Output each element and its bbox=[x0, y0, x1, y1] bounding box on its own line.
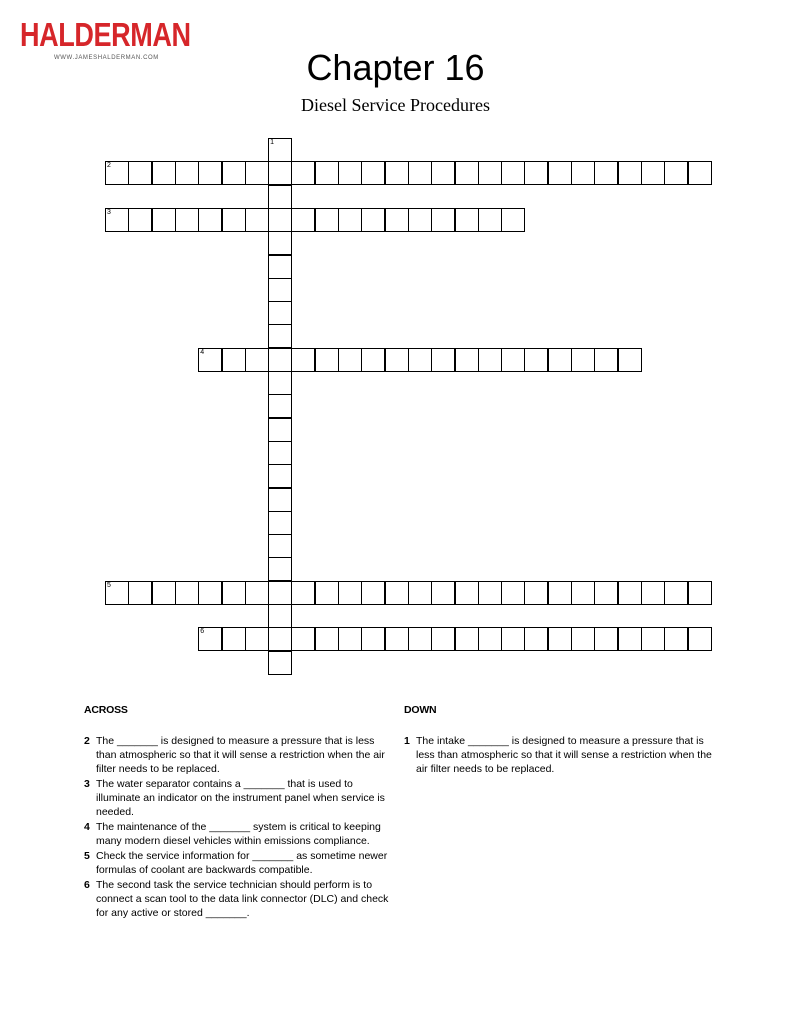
crossword-cell[interactable] bbox=[548, 627, 572, 651]
crossword-cell[interactable] bbox=[501, 161, 525, 185]
crossword-cell[interactable] bbox=[315, 208, 339, 232]
crossword-cell[interactable] bbox=[361, 161, 385, 185]
crossword-cell[interactable] bbox=[268, 348, 292, 372]
crossword-cell[interactable] bbox=[128, 208, 152, 232]
crossword-cell[interactable] bbox=[222, 161, 246, 185]
crossword-cell[interactable] bbox=[501, 627, 525, 651]
crossword-cell[interactable] bbox=[105, 161, 129, 185]
crossword-cell[interactable] bbox=[571, 581, 595, 605]
crossword-cell[interactable] bbox=[291, 208, 315, 232]
crossword-cell[interactable] bbox=[268, 441, 292, 465]
crossword-cell[interactable] bbox=[245, 208, 269, 232]
crossword-cell[interactable] bbox=[338, 348, 362, 372]
cell-number: 6 bbox=[200, 628, 205, 636]
crossword-cell[interactable] bbox=[268, 511, 292, 535]
crossword-cell[interactable] bbox=[455, 348, 479, 372]
crossword-cell[interactable] bbox=[152, 208, 176, 232]
cell-number: 4 bbox=[200, 348, 205, 356]
crossword-cell[interactable] bbox=[268, 557, 292, 581]
crossword-cell[interactable] bbox=[268, 627, 292, 651]
crossword-cell[interactable] bbox=[268, 418, 292, 442]
crossword-cell[interactable] bbox=[198, 348, 222, 372]
crossword-cell[interactable] bbox=[455, 161, 479, 185]
crossword-cell[interactable] bbox=[571, 627, 595, 651]
crossword-cell[interactable] bbox=[385, 348, 409, 372]
clue-number: 2 bbox=[84, 735, 90, 747]
crossword-cell[interactable] bbox=[455, 581, 479, 605]
logo-wordmark: HALDERMAN bbox=[20, 16, 191, 53]
crossword-cell[interactable] bbox=[222, 208, 246, 232]
crossword-cell[interactable] bbox=[268, 488, 292, 512]
crossword-cell[interactable] bbox=[571, 161, 595, 185]
crossword-cell[interactable] bbox=[594, 161, 618, 185]
crossword-cell[interactable] bbox=[268, 581, 292, 605]
crossword-cell[interactable] bbox=[361, 208, 385, 232]
crossword-cell[interactable] bbox=[664, 161, 688, 185]
crossword-cell[interactable] bbox=[478, 161, 502, 185]
crossword-cell[interactable] bbox=[548, 581, 572, 605]
crossword-cell[interactable] bbox=[618, 161, 642, 185]
clue-text: The intake _______ is designed to measure a pressure that is less than atmospheric so that it will sense a restriction when the air filter needs to be replaced. bbox=[416, 735, 712, 775]
crossword-cell[interactable] bbox=[152, 161, 176, 185]
clue-item bbox=[84, 734, 394, 776]
crossword-cell[interactable] bbox=[105, 208, 129, 232]
cell-number: 1 bbox=[270, 139, 274, 146]
crossword-cell[interactable] bbox=[385, 581, 409, 605]
crossword-cell[interactable] bbox=[268, 604, 292, 628]
crossword-cell[interactable] bbox=[478, 581, 502, 605]
clue-item bbox=[404, 734, 714, 776]
crossword-cell[interactable] bbox=[408, 348, 432, 372]
crossword-cell[interactable] bbox=[385, 161, 409, 185]
crossword-cell[interactable] bbox=[641, 581, 665, 605]
clue-number: 6 bbox=[84, 879, 90, 891]
across-clues bbox=[84, 703, 394, 921]
crossword-cell[interactable] bbox=[268, 324, 292, 348]
crossword-cell[interactable] bbox=[408, 627, 432, 651]
crossword-cell[interactable] bbox=[501, 348, 525, 372]
crossword-cell[interactable] bbox=[268, 534, 292, 558]
page-title: Chapter 16 bbox=[306, 47, 485, 88]
crossword-cell[interactable] bbox=[268, 255, 292, 279]
crossword-cell[interactable] bbox=[338, 208, 362, 232]
crossword-cell[interactable] bbox=[268, 231, 292, 255]
crossword-cell[interactable] bbox=[245, 627, 269, 651]
crossword-cell[interactable] bbox=[641, 161, 665, 185]
crossword-cell[interactable] bbox=[524, 161, 548, 185]
crossword-cell[interactable] bbox=[524, 348, 548, 372]
crossword-cell[interactable] bbox=[315, 627, 339, 651]
down-heading: DOWN bbox=[404, 704, 437, 716]
crossword-cell[interactable] bbox=[268, 394, 292, 418]
crossword-cell[interactable] bbox=[431, 348, 455, 372]
clue-number: 3 bbox=[84, 778, 90, 790]
crossword-cell[interactable] bbox=[245, 581, 269, 605]
crossword-cell[interactable] bbox=[478, 627, 502, 651]
crossword-cell[interactable] bbox=[128, 581, 152, 605]
clue-item bbox=[84, 878, 394, 920]
crossword-cell[interactable] bbox=[105, 581, 129, 605]
across-heading: ACROSS bbox=[84, 704, 128, 716]
down-clues bbox=[404, 703, 714, 777]
crossword-cell[interactable] bbox=[594, 627, 618, 651]
crossword-cell[interactable] bbox=[268, 278, 292, 302]
crossword-cell[interactable] bbox=[268, 185, 292, 209]
cell-number: 3 bbox=[107, 208, 111, 216]
crossword-cell[interactable] bbox=[478, 208, 502, 232]
clue-item bbox=[84, 849, 394, 877]
crossword-cell[interactable] bbox=[361, 627, 385, 651]
crossword-cell[interactable] bbox=[385, 627, 409, 651]
crossword-cell[interactable] bbox=[338, 161, 362, 185]
crossword-cell[interactable] bbox=[291, 581, 315, 605]
crossword-cell[interactable] bbox=[571, 348, 595, 372]
crossword-cell[interactable] bbox=[361, 348, 385, 372]
across-clue-list bbox=[84, 734, 394, 920]
crossword-cell[interactable] bbox=[315, 161, 339, 185]
crossword-cell[interactable] bbox=[431, 161, 455, 185]
crossword-cell[interactable] bbox=[268, 301, 292, 325]
crossword-cell[interactable] bbox=[501, 581, 525, 605]
crossword-cell[interactable] bbox=[688, 581, 712, 605]
logo-website: WWW.JAMESHALDERMAN.COM bbox=[54, 55, 159, 61]
crossword-cell[interactable] bbox=[548, 348, 572, 372]
clue-text: Check the service information for _______ as sometime newer formulas of coolant are backwards compatible. bbox=[96, 850, 388, 876]
crossword-cell[interactable] bbox=[268, 651, 292, 675]
crossword-cell[interactable] bbox=[128, 161, 152, 185]
crossword-cell[interactable] bbox=[245, 348, 269, 372]
crossword-cell[interactable] bbox=[431, 627, 455, 651]
crossword-cell[interactable] bbox=[338, 627, 362, 651]
crossword-cell[interactable] bbox=[175, 208, 199, 232]
crossword-cell[interactable] bbox=[641, 627, 665, 651]
crossword-cell[interactable] bbox=[198, 208, 222, 232]
cell-number: 2 bbox=[107, 162, 111, 170]
clue-number: 1 bbox=[404, 735, 410, 747]
crossword-cell[interactable] bbox=[431, 581, 455, 605]
crossword-cell[interactable] bbox=[222, 348, 246, 372]
crossword-cell[interactable] bbox=[291, 161, 315, 185]
down-clue-list bbox=[404, 734, 714, 776]
crossword-cell[interactable] bbox=[175, 581, 199, 605]
crossword-cell[interactable] bbox=[688, 627, 712, 651]
crossword-cell[interactable] bbox=[664, 581, 688, 605]
crossword-cell[interactable] bbox=[222, 627, 246, 651]
crossword-cell[interactable] bbox=[198, 581, 222, 605]
crossword-cell[interactable] bbox=[524, 581, 548, 605]
crossword-cell[interactable] bbox=[664, 627, 688, 651]
clue-text: The water separator contains a _______ that is used to illuminate an indicator on the instrument panel when service is needed. bbox=[96, 778, 385, 818]
crossword-cell[interactable] bbox=[152, 581, 176, 605]
crossword-cell[interactable] bbox=[268, 138, 292, 162]
crossword-cell[interactable] bbox=[594, 348, 618, 372]
crossword-cell[interactable] bbox=[222, 581, 246, 605]
crossword-cell[interactable] bbox=[408, 581, 432, 605]
clue-number: 4 bbox=[84, 821, 90, 833]
crossword-cell[interactable] bbox=[688, 161, 712, 185]
crossword-cell[interactable] bbox=[315, 348, 339, 372]
crossword-cell[interactable] bbox=[455, 208, 479, 232]
clue-item bbox=[84, 777, 394, 819]
crossword-cell[interactable] bbox=[478, 348, 502, 372]
crossword-cell[interactable] bbox=[291, 627, 315, 651]
cell-number: 5 bbox=[107, 581, 111, 589]
crossword-cell[interactable] bbox=[385, 208, 409, 232]
crossword-cell[interactable] bbox=[361, 581, 385, 605]
crossword-cell[interactable] bbox=[268, 371, 292, 395]
crossword-cell[interactable] bbox=[268, 208, 292, 232]
crossword-cell[interactable] bbox=[245, 161, 269, 185]
crossword-cell[interactable] bbox=[291, 348, 315, 372]
crossword-cell[interactable] bbox=[594, 581, 618, 605]
crossword-cell[interactable] bbox=[455, 627, 479, 651]
crossword-cell[interactable] bbox=[198, 627, 222, 651]
clue-item bbox=[84, 820, 394, 848]
crossword-cell[interactable] bbox=[268, 464, 292, 488]
clue-text: The _______ is designed to measure a pressure that is less than atmospheric so that it will sense a restriction when the air filter needs to be replaced. bbox=[96, 735, 385, 775]
crossword-cell[interactable] bbox=[408, 208, 432, 232]
crossword-cell[interactable] bbox=[618, 348, 642, 372]
crossword-cell[interactable] bbox=[618, 627, 642, 651]
crossword-cell[interactable] bbox=[431, 208, 455, 232]
clue-number: 5 bbox=[84, 850, 90, 862]
crossword-cell[interactable] bbox=[268, 161, 292, 185]
clue-text: The maintenance of the _______ system is critical to keeping many modern diesel vehicles within emissions compliance. bbox=[96, 821, 381, 847]
crossword-cell[interactable] bbox=[198, 161, 222, 185]
crossword-cell[interactable] bbox=[338, 581, 362, 605]
clue-text: The second task the service technician should perform is to connect a scan tool to the data link connector (DLC) and check for any active or stored _______. bbox=[96, 879, 389, 919]
crossword-cell[interactable] bbox=[501, 208, 525, 232]
page-subtitle: Diesel Service Procedures bbox=[301, 95, 490, 115]
crossword-cell[interactable] bbox=[175, 161, 199, 185]
crossword-cell[interactable] bbox=[315, 581, 339, 605]
crossword-cell[interactable] bbox=[524, 627, 548, 651]
crossword-cell[interactable] bbox=[618, 581, 642, 605]
crossword-cell[interactable] bbox=[408, 161, 432, 185]
crossword-cell[interactable] bbox=[548, 161, 572, 185]
